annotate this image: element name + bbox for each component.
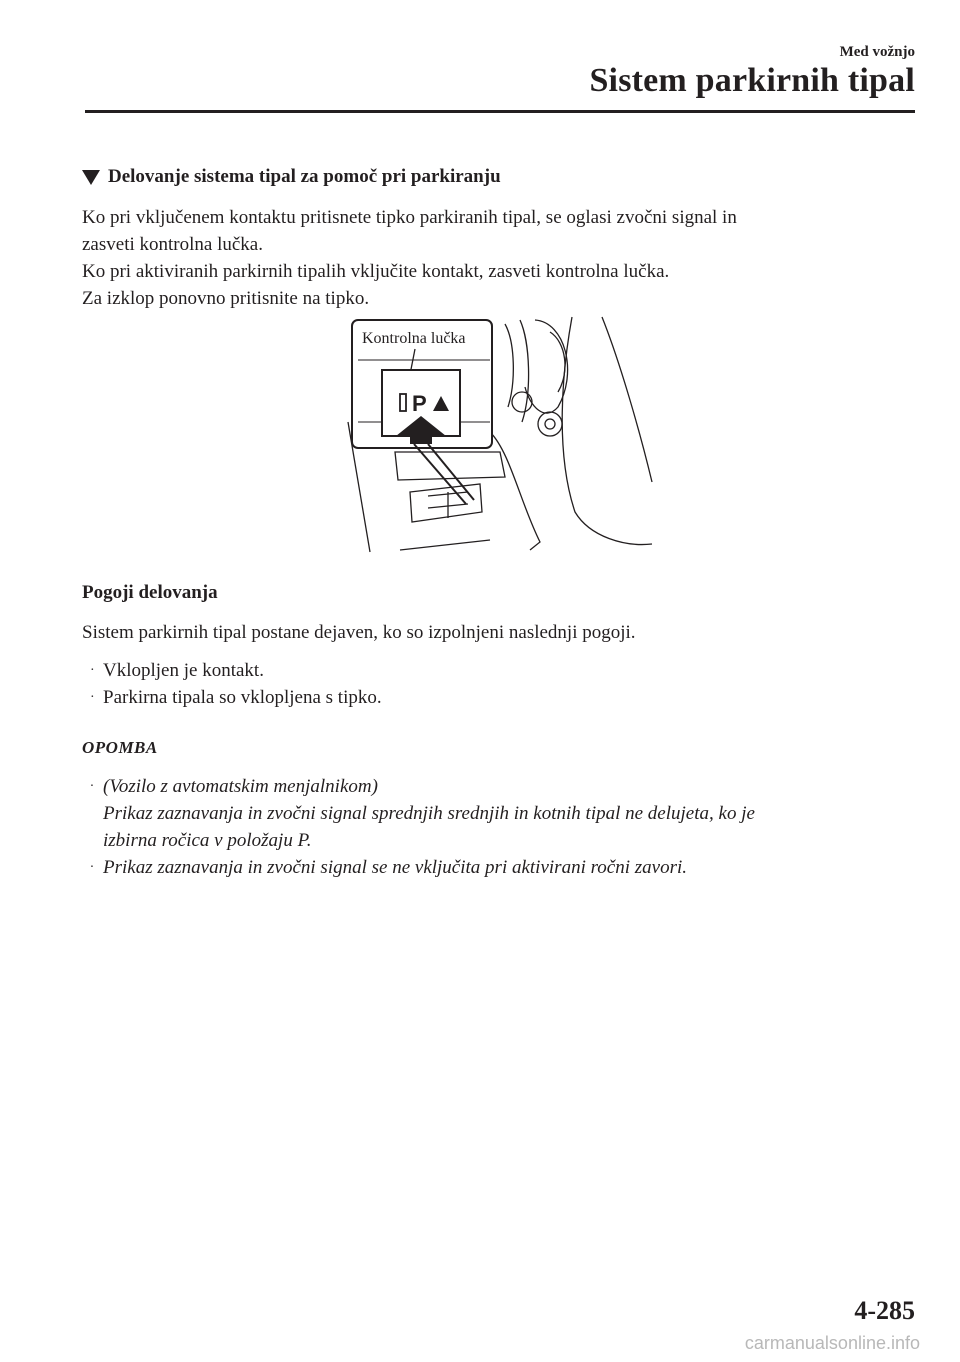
parking-button-symbol: P [412, 391, 427, 416]
bullet-dot: · [90, 663, 95, 678]
section-heading-text: Delovanje sistema tipal za pomoč pri parkiranju [108, 166, 501, 187]
paragraph-line-3: Ko pri aktiviranih parkirnih tipalih vključite kontakt, zasveti kontrolna lučka. [82, 261, 670, 282]
paragraph-line-1: Ko pri vključenem kontaktu pritisnete tipko parkiranih tipal, se oglasi zvočni signal in [82, 207, 737, 228]
bullet-dot: · [90, 860, 94, 875]
note-item-2 [90, 854, 900, 881]
conditions-intro: Sistem parkirnih tipal postane dejaven, ko so izpolnjeni naslednji pogoji. [82, 622, 636, 643]
condition-bullet-2 [90, 684, 382, 711]
bullet-dot: · [90, 779, 94, 794]
chapter-title: Sistem parkirnih tipal [589, 62, 915, 99]
note-item-1 [90, 773, 900, 854]
paragraph-line-4: Za izklop ponovno pritisnite na tipko. [82, 288, 370, 309]
page-number: 4-285 [854, 1296, 915, 1325]
dashboard-drawing [340, 312, 660, 562]
section-heading [82, 166, 501, 188]
note-item-1-line-2: Prikaz zaznavanja in zvočni signal sprednjih srednjih in kotnih tipal ne delujeta, ko je [103, 803, 755, 824]
paragraph-line-2: zasveti kontrolna lučka. [82, 234, 263, 255]
triangle-marker-icon [82, 170, 100, 185]
bullet-text: Vklopljen je kontakt. [103, 660, 264, 681]
dashboard-illustration [340, 312, 660, 562]
condition-bullet-1 [90, 657, 264, 684]
bullet-dot: · [90, 690, 95, 705]
note-item-2-line-1: Prikaz zaznavanja in zvočni signal se ne vključita pri aktivirani ročni zavori. [103, 857, 687, 878]
bullet-text: Parkirna tipala so vklopljena s tipko. [103, 687, 382, 708]
note-item-1-line-1: (Vozilo z avtomatskim menjalnikom) [103, 776, 378, 797]
note-title: OPOMBA [82, 738, 158, 757]
watermark: carmanualsonline.info [744, 1333, 920, 1353]
header-divider [85, 110, 915, 113]
note-item-1-line-3: izbirna ročica v položaju P. [103, 830, 312, 851]
section-label: Med vožnjo [839, 44, 915, 60]
conditions-title: Pogoji delovanja [82, 582, 218, 603]
callout-label: Kontrolna lučka [362, 330, 466, 347]
